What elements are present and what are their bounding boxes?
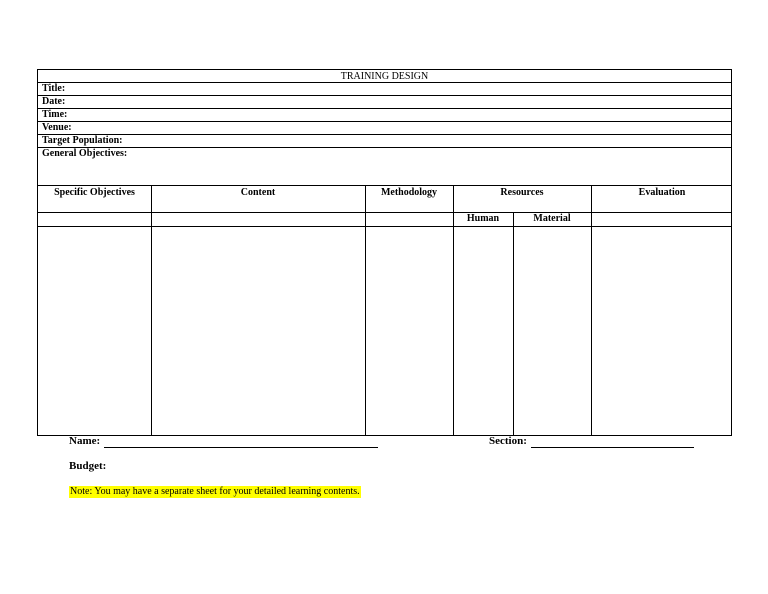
venue-field[interactable]: Venue: (38, 122, 731, 135)
title-field[interactable]: Title: (38, 83, 731, 96)
table-header-divider (38, 212, 731, 213)
table-subheader-divider (38, 226, 731, 227)
col-divider-4 (591, 186, 592, 435)
time-field[interactable]: Time: (38, 109, 731, 122)
col-divider-1 (151, 186, 152, 435)
note-text: Note: You may have a separate sheet for your detailed learning contents. (70, 486, 360, 497)
header-human: Human (466, 213, 500, 224)
form-heading: TRAINING DESIGN (38, 70, 731, 83)
section-label: Section: (489, 435, 527, 447)
header-resources: Resources (500, 187, 544, 198)
name-label: Name: (69, 435, 101, 447)
header-methodology: Methodology (380, 187, 438, 198)
col-divider-human-material (513, 212, 514, 435)
training-design-form (37, 69, 732, 436)
name-input-line[interactable] (104, 447, 378, 448)
date-field[interactable]: Date: (38, 96, 731, 109)
header-evaluation: Evaluation (638, 187, 686, 198)
header-material: Material (533, 213, 571, 224)
general-objectives-field[interactable]: General Objectives: (38, 148, 731, 186)
col-divider-2 (365, 186, 366, 435)
header-content: Content (240, 187, 276, 198)
budget-label: Budget: (69, 460, 107, 472)
section-input-line[interactable] (531, 447, 694, 448)
header-specific-objectives: Specific Objectives (54, 187, 135, 198)
target-population-field[interactable]: Target Population: (38, 135, 731, 148)
